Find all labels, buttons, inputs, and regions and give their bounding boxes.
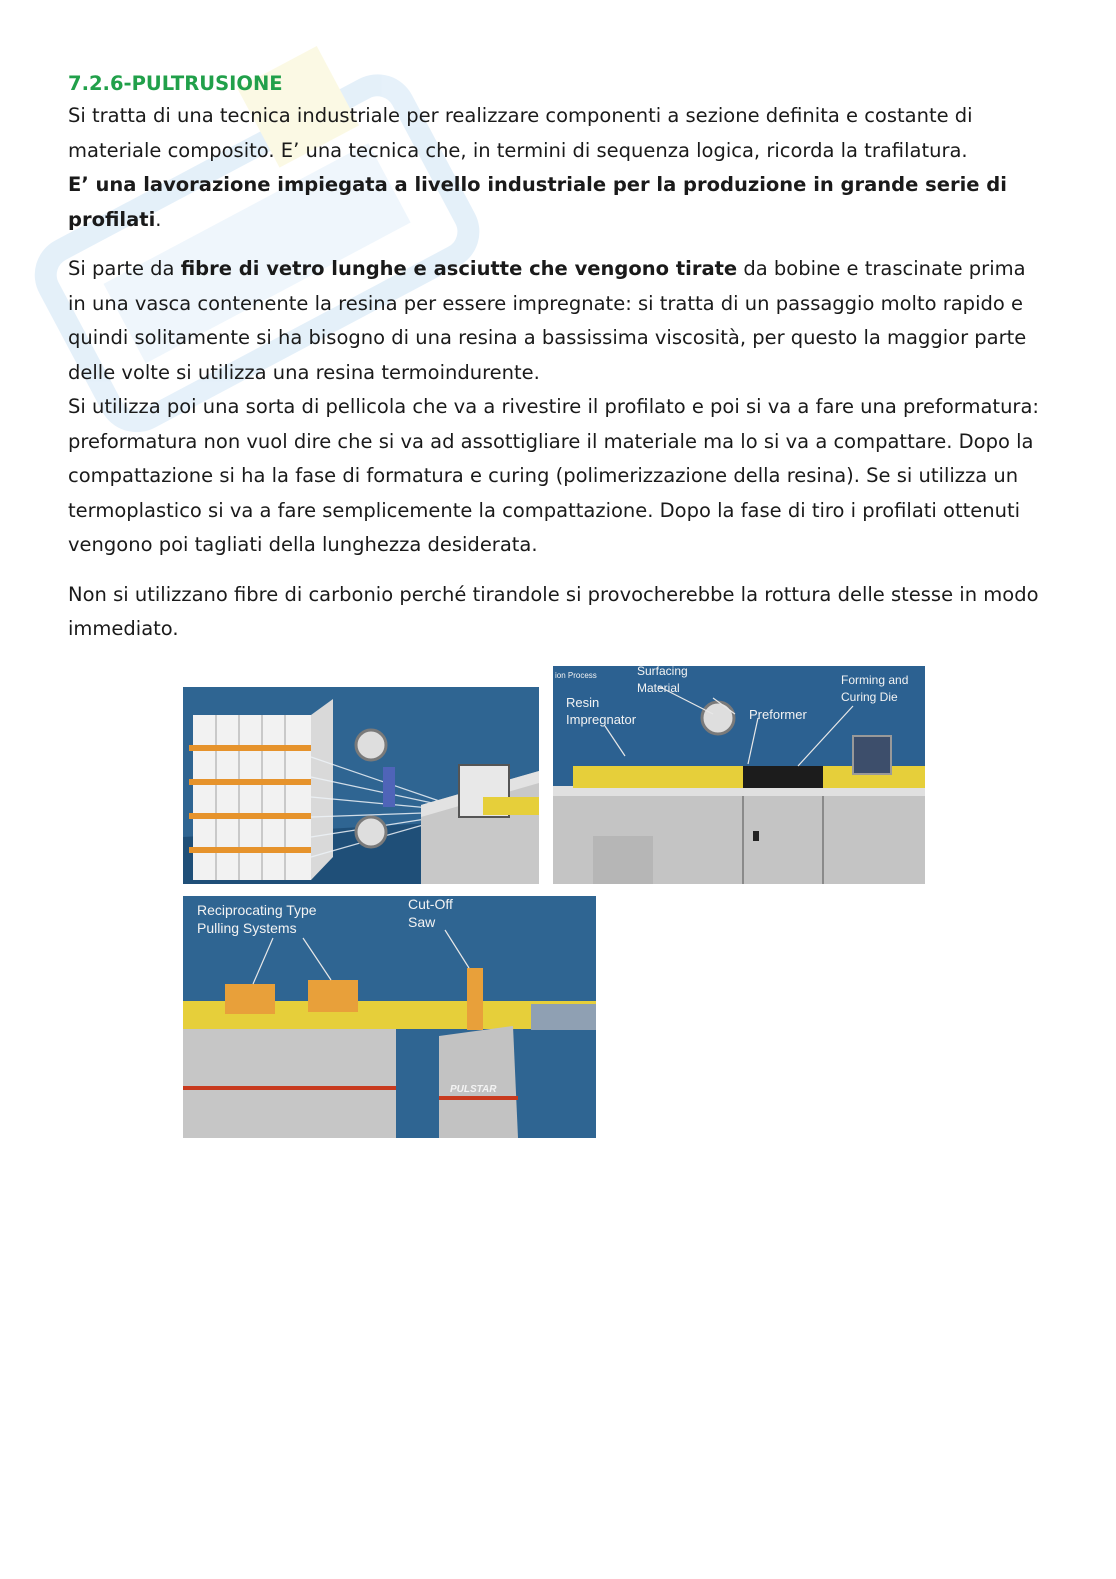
- status-lamp: [753, 831, 759, 841]
- label-forming-1: Forming and: [841, 673, 909, 687]
- paragraph-process-bold: fibre di vetro lunghe e asciutte che vengono tirate: [180, 257, 738, 280]
- label-pulling-1: Reciprocating Type: [197, 902, 317, 918]
- surfacing-roll: [702, 702, 734, 734]
- paragraph-process-more: Si utilizza poi una sorta di pellicola che va a rivestire il profilato e poi si va a fare una preformatura: preformatura non vuol dire che si va ad assottigliare il materiale ma lo si va a compattare. Dopo la compattazione si ha la fase di formatura e curing (polimerizzazione della resina). Se si utilizza un termoplastico si va a fare semplicemente la compattazione. Dopo la fase di tiro i profilati ottenuti vengono poi tagliati della lunghezza desiderata.: [68, 395, 1039, 556]
- saw-station: [439, 1026, 518, 1138]
- brand-label: PULSTAR: [450, 1084, 497, 1095]
- paragraph-process: [68, 252, 1048, 563]
- figure-creel-bobbins: [183, 687, 539, 884]
- cut-off-saw: [467, 968, 483, 1030]
- label-resin-2: Impregnator: [566, 712, 637, 727]
- paragraph-intro-bold: E’ una lavorazione impiegata a livello industriale per la produzione in grande serie di profilati: [68, 173, 1007, 231]
- guide-roller-bottom: [356, 817, 386, 847]
- paragraph-process-text: da bobine e trascinate prima in una vasca contenente la resina per essere impregnate: si tratta di un passaggio molto rapido e quindi solitamente si ha bisogno di una resina a bassissima viscosità, per questo la maggior parte delle volte si utilizza una resina termoindurente.: [68, 257, 1027, 384]
- section-heading: 7.2.6-PULTRUSIONE: [68, 72, 283, 95]
- puller-base: [183, 1024, 396, 1138]
- guide-roller-top: [356, 730, 386, 760]
- paragraph-intro: [68, 99, 1048, 237]
- figure-pulling-saw: [183, 896, 596, 1138]
- figure-pultrusion-line: [553, 666, 925, 884]
- label-pulling-2: Pulling Systems: [197, 920, 297, 936]
- label-resin-1: Resin: [566, 695, 600, 710]
- control-panel: [853, 736, 891, 774]
- bobbin-rack: [189, 699, 333, 880]
- label-preformer: Preformer: [749, 707, 807, 722]
- puller-block-2: [308, 980, 358, 1012]
- curing-die: [743, 766, 823, 788]
- paragraph-process-start: Si parte da: [68, 257, 181, 280]
- paragraph-intro-end: .: [155, 207, 162, 231]
- label-saw-1: Cut-Off: [408, 896, 453, 912]
- document-body: [68, 68, 1048, 647]
- label-surfacing-1: Surfacing: [637, 666, 688, 678]
- label-forming-2: Curing Die: [841, 690, 898, 704]
- caption-corner: ion Process: [555, 671, 597, 680]
- label-surfacing-2: Material: [637, 681, 680, 695]
- label-saw-2: Saw: [408, 914, 436, 930]
- roller-conveyor: [531, 1004, 596, 1030]
- paragraph-intro-text: Si tratta di una tecnica industriale per realizzare componenti a sezione definita e costante di materiale composito. E’ una tecnica che, in termini di sequenza logica, ricorda la trafilatura.: [68, 104, 973, 162]
- paragraph-carbon: Non si utilizzano fibre di carbonio perché tirandole si provocherebbe la rottura delle stesse in modo immediato.: [68, 582, 1039, 640]
- puller-block-1: [225, 984, 275, 1014]
